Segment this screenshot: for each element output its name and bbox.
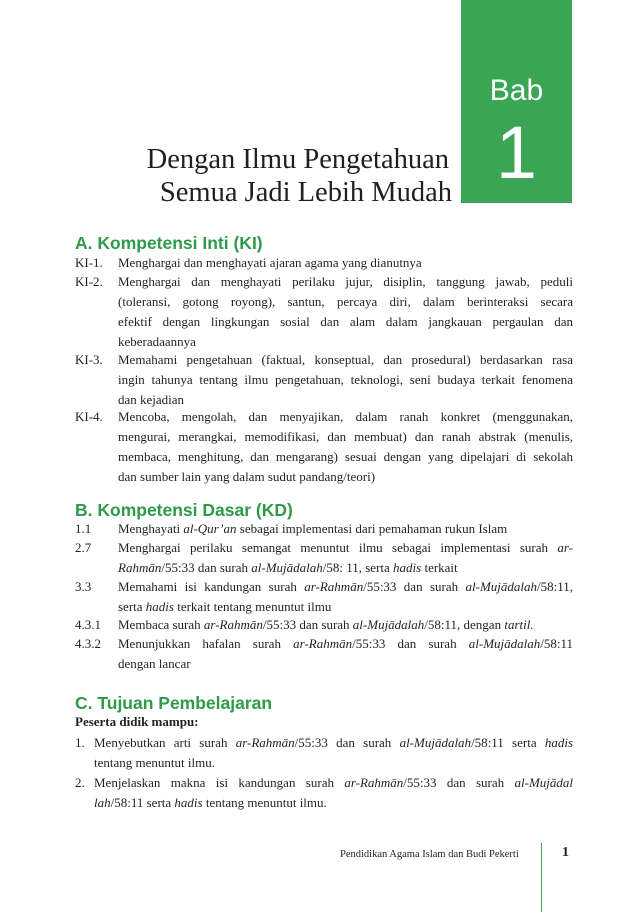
section-c-intro: Peserta didik mampu: bbox=[75, 714, 199, 729]
ki-text-line: Menghargai dan menghayati perilaku jujur, disiplin, tanggung jawab, peduli bbox=[118, 274, 573, 290]
kd-item bbox=[118, 577, 573, 617]
ki-item bbox=[118, 272, 573, 352]
tujuan-text-line: Menjelaskan makna isi kandungan surah ar-Rahmān/55:33 dan surah al-Mujādal bbox=[94, 775, 573, 790]
tujuan-item bbox=[94, 733, 573, 773]
tujuan-label: 2. bbox=[75, 775, 85, 790]
kd-text-line: Memahami isi kandungan surah ar-Rahmān/55:33 dan surah al-Mujādalah/58:11, bbox=[118, 578, 574, 594]
ki-text-line: mengurai, merangkai, memodifikasi, dan membuat) dan ranah abstrak (menulis, bbox=[118, 429, 573, 445]
page-number: 1 bbox=[562, 845, 569, 860]
ki-item bbox=[118, 407, 573, 487]
kd-item bbox=[118, 519, 573, 539]
footer-divider bbox=[541, 843, 542, 912]
ki-text-line: keberadaannya bbox=[118, 334, 196, 350]
ki-text-line: ingin tahunya tentang ilmu pengetahuan, teknologi, seni budaya terkait fenomena bbox=[118, 371, 573, 387]
tujuan-text-line: Menyebutkan arti surah ar-Rahmān/55:33 dan surah al-Mujādalah/58:11 serta hadis bbox=[94, 735, 574, 750]
kd-item bbox=[118, 538, 573, 578]
kd-text-line: Membaca surah ar-Rahmān/55:33 dan surah al-Mujādalah/58:11, dengan tartil. bbox=[118, 617, 534, 632]
kd-item bbox=[118, 634, 573, 674]
ki-label: KI-1. bbox=[75, 255, 103, 270]
kd-label: 4.3.2 bbox=[75, 636, 101, 652]
kd-label: 3.3 bbox=[75, 578, 92, 594]
kd-text-line: Menghayati al-Qur’an sebagai implementasi dari pemahaman rukun Islam bbox=[118, 521, 508, 536]
ki-text-line: efektif dengan lingkungan sosial dan alam dalam jangkauan pergaulan dan bbox=[118, 314, 573, 330]
ki-text-line: Memahami pengetahuan (faktual, konseptual, dan prosedural) berdasarkan rasa bbox=[118, 351, 573, 367]
ki-item bbox=[118, 350, 573, 410]
section-c-heading: C. Tujuan Pembelajaran bbox=[75, 693, 273, 713]
kd-text-line: serta hadis terkait tentang menuntut ilmu bbox=[118, 598, 332, 614]
ki-text-line: membaca, menghitung, dan mengarang) sesuai dengan yang dipelajari di sekolah bbox=[118, 449, 573, 465]
kd-label: 2.7 bbox=[75, 540, 92, 556]
ki-text-line: dan sumber lain yang dalam sudut pandang/teori) bbox=[118, 469, 376, 485]
chapter-badge bbox=[461, 0, 572, 203]
ki-label: KI-4. bbox=[75, 409, 103, 425]
ki-label: KI-2. bbox=[75, 274, 103, 290]
ki-text-line: (toleransi, gotong royong), santun, percaya diri, dalam berinteraksi secara bbox=[118, 294, 573, 310]
tujuan-item bbox=[94, 773, 573, 813]
tujuan-text-line: lah/58:11 serta hadis tentang menuntut ilmu. bbox=[94, 795, 327, 810]
chapter-title-line-2: Semua Jadi Lebih Mudah bbox=[159, 177, 452, 208]
kd-label: 4.3.1 bbox=[75, 617, 101, 632]
section-b-heading: B. Kompetensi Dasar (KD) bbox=[75, 500, 293, 520]
tujuan-text-line: tentang menuntut ilmu. bbox=[94, 755, 215, 770]
ki-label: KI-3. bbox=[75, 351, 103, 367]
kd-text-line: Menghargai perilaku semangat menuntut ilmu sebagai implementasi surah ar- bbox=[118, 540, 573, 556]
kd-label: 1.1 bbox=[75, 521, 92, 536]
ki-text-line: dan kejadian bbox=[118, 391, 185, 407]
chapter-label: Bab bbox=[489, 74, 544, 107]
section-a-heading: A. Kompetensi Inti (KI) bbox=[75, 233, 263, 253]
chapter-title-line-1: Dengan Ilmu Pengetahuan bbox=[146, 144, 449, 175]
kd-text-line: dengan lancar bbox=[118, 656, 191, 672]
kd-item bbox=[118, 615, 573, 635]
footer-book-title: Pendidikan Agama Islam dan Budi Pekerti bbox=[340, 849, 519, 860]
kd-text-line: Menunjukkan hafalan surah ar-Rahmān/55:33 dan surah al-Mujādalah/58:11 bbox=[118, 636, 573, 652]
chapter-number: 1 bbox=[495, 111, 538, 194]
tujuan-label: 1. bbox=[75, 735, 85, 750]
ki-text-line: Menghargai dan menghayati ajaran agama yang dianutnya bbox=[118, 255, 422, 270]
ki-text-line: Mencoba, mengolah, dan menyajikan, dalam ranah konkret (menggunakan, bbox=[118, 409, 573, 425]
kd-text-line: Rahmān/55:33 dan surah al-Mujādalah/58: 11, serta hadis terkait bbox=[118, 560, 458, 576]
ki-item bbox=[118, 253, 573, 273]
